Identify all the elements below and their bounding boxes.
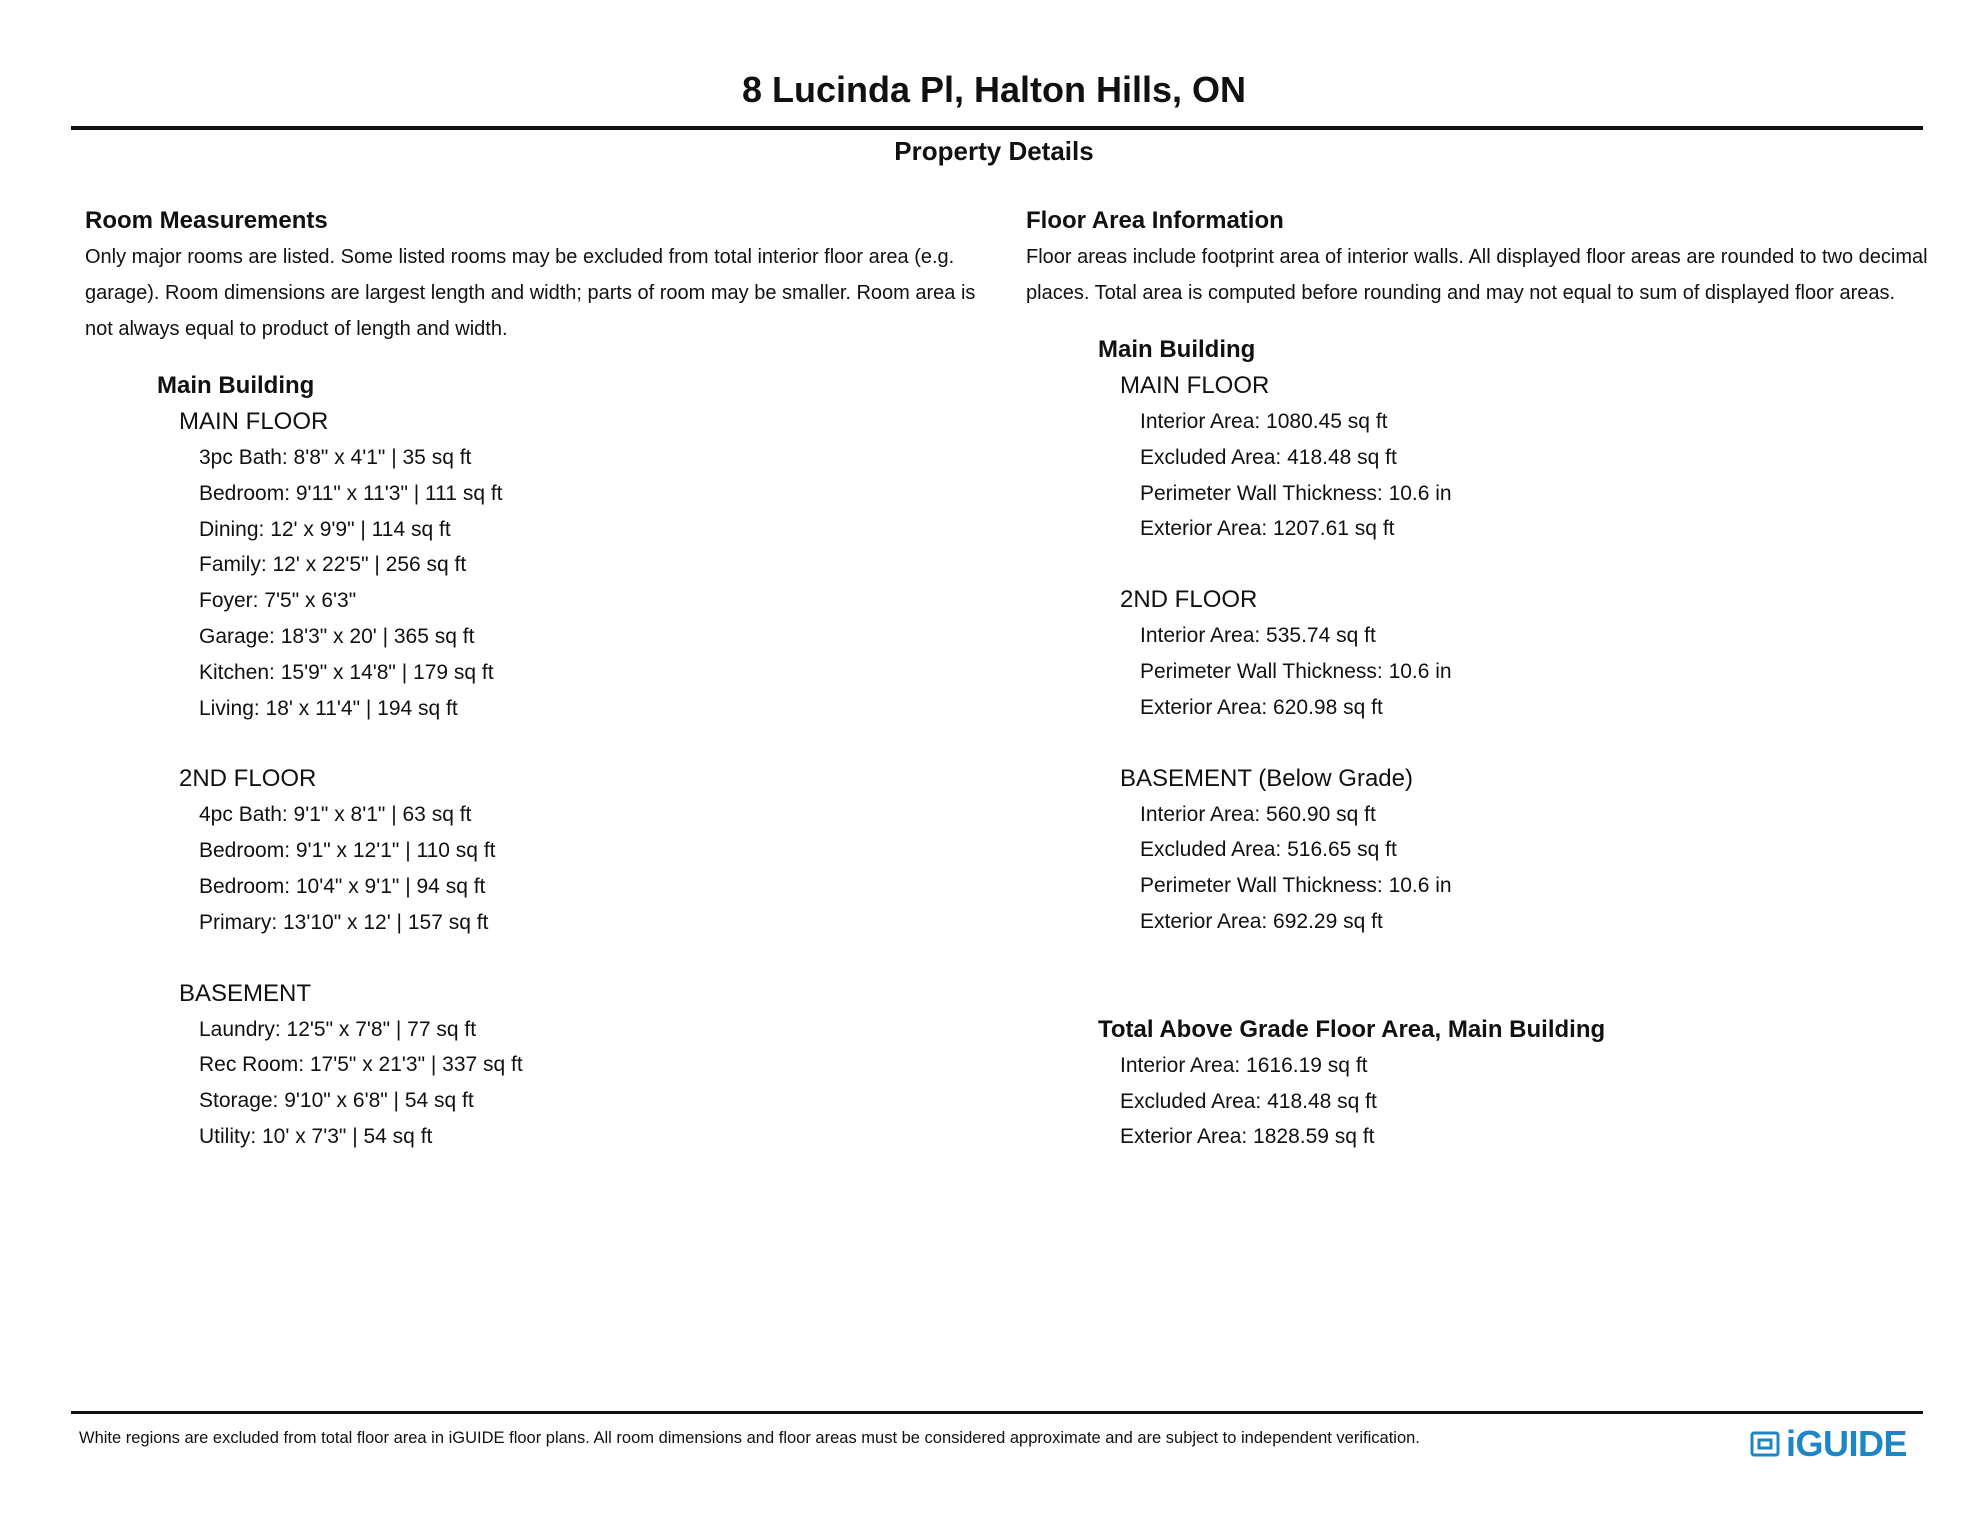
room-line: Foyer: 7'5" x 6'3" [199,589,357,613]
floor-block-main [85,404,990,726]
area-block-2nd [1026,582,1931,725]
iguide-logo [1750,1424,1907,1464]
room-line: Bedroom: 10'4" x 9'1" | 94 sq ft [199,874,486,898]
area-line: Interior Area: 535.74 sq ft [1140,624,1376,648]
total-area-line: Exterior Area: 1828.59 sq ft [1120,1125,1375,1149]
room-line: 3pc Bath: 8'8" x 4'1" | 35 sq ft [199,446,472,469]
floor-heading: BASEMENT [179,979,312,1007]
total-area-line: Excluded Area: 418.48 sq ft [1120,1089,1377,1113]
room-measurements-intro: Only major rooms are listed. Some listed rooms may be excluded from total interior floor area (e.g. garage). Room dimensions are largest length and width; parts of room may be smaller. Room area is not always equal to product of length and width. [85,246,976,340]
room-line: Kitchen: 15'9" x 14'8" | 179 sq ft [199,660,494,684]
area-line: Exterior Area: 1207.61 sq ft [1140,517,1395,541]
room-line: Living: 18' x 11'4" | 194 sq ft [199,696,458,720]
area-line: Excluded Area: 418.48 sq ft [1140,445,1397,469]
area-line: Exterior Area: 620.98 sq ft [1140,695,1383,719]
room-line: 4pc Bath: 9'1" x 8'1" | 63 sq ft [199,803,472,827]
area-line: Perimeter Wall Thickness: 10.6 in [1140,659,1452,683]
floor-block-basement [85,976,990,1155]
floor-heading: BASEMENT (Below Grade) [1120,764,1413,792]
room-line: Storage: 9'10" x 6'8" | 54 sq ft [199,1089,474,1113]
room-line: Rec Room: 17'5" x 21'3" | 337 sq ft [199,1053,523,1077]
room-line: Dining: 12' x 9'9" | 114 sq ft [199,517,451,541]
building-heading: Main Building [157,372,315,399]
page-subtitle: Property Details [894,136,1094,166]
floor-heading: 2ND FLOOR [1120,586,1258,614]
floor-area-section [1026,203,1931,1155]
floor-heading: 2ND FLOOR [179,765,317,793]
area-line: Perimeter Wall Thickness: 10.6 in [1140,874,1452,898]
page-title: 8 Lucinda Pl, Halton Hills, ON [741,69,1247,110]
iguide-logo-text: iGUIDE [1786,1423,1908,1464]
room-line: Garage: 18'3" x 20' | 365 sq ft [199,624,475,648]
room-measurements-heading: Room Measurements [85,207,328,234]
room-line: Laundry: 12'5" x 7'8" | 77 sq ft [199,1017,477,1041]
room-line: Bedroom: 9'1" x 12'1" | 110 sq ft [199,839,496,863]
area-block-basement [1026,761,1931,940]
floor-heading: MAIN FLOOR [1120,372,1270,399]
total-area-line: Interior Area: 1616.19 sq ft [1120,1053,1368,1077]
iguide-logo-icon [1750,1429,1780,1459]
floor-block-2nd [85,761,990,940]
footer-note: White regions are excluded from total floor area in iGUIDE floor plans. All room dimensions and floor areas must be considered approximate and are subject to independent verification. [79,1429,1420,1447]
room-line: Utility: 10' x 7'3" | 54 sq ft [199,1124,433,1148]
area-line: Excluded Area: 516.65 sq ft [1140,838,1397,862]
title-divider [71,126,1923,130]
area-line: Perimeter Wall Thickness: 10.6 in [1140,481,1452,505]
room-line: Primary: 13'10" x 12' | 157 sq ft [199,910,489,934]
footer-divider [71,1411,1923,1414]
area-line: Interior Area: 560.90 sq ft [1140,802,1376,826]
area-block-main [1026,368,1931,547]
room-line: Bedroom: 9'11" x 11'3" | 111 sq ft [199,481,503,505]
room-measurements-section [85,203,990,1190]
total-area-block [1026,1012,1931,1155]
area-line: Exterior Area: 692.29 sq ft [1140,909,1383,933]
total-area-heading: Total Above Grade Floor Area, Main Building [1098,1015,1606,1043]
building-heading: Main Building [1098,336,1256,363]
floor-heading: MAIN FLOOR [179,408,329,435]
floor-area-heading: Floor Area Information [1026,207,1284,234]
room-line: Family: 12' x 22'5" | 256 sq ft [199,553,467,577]
area-line: Interior Area: 1080.45 sq ft [1140,410,1388,433]
floor-area-intro: Floor areas include footprint area of interior walls. All displayed floor areas are rounded to two decimal places. Total area is computed before rounding and may not equal to sum of displayed floor areas. [1026,246,1928,304]
